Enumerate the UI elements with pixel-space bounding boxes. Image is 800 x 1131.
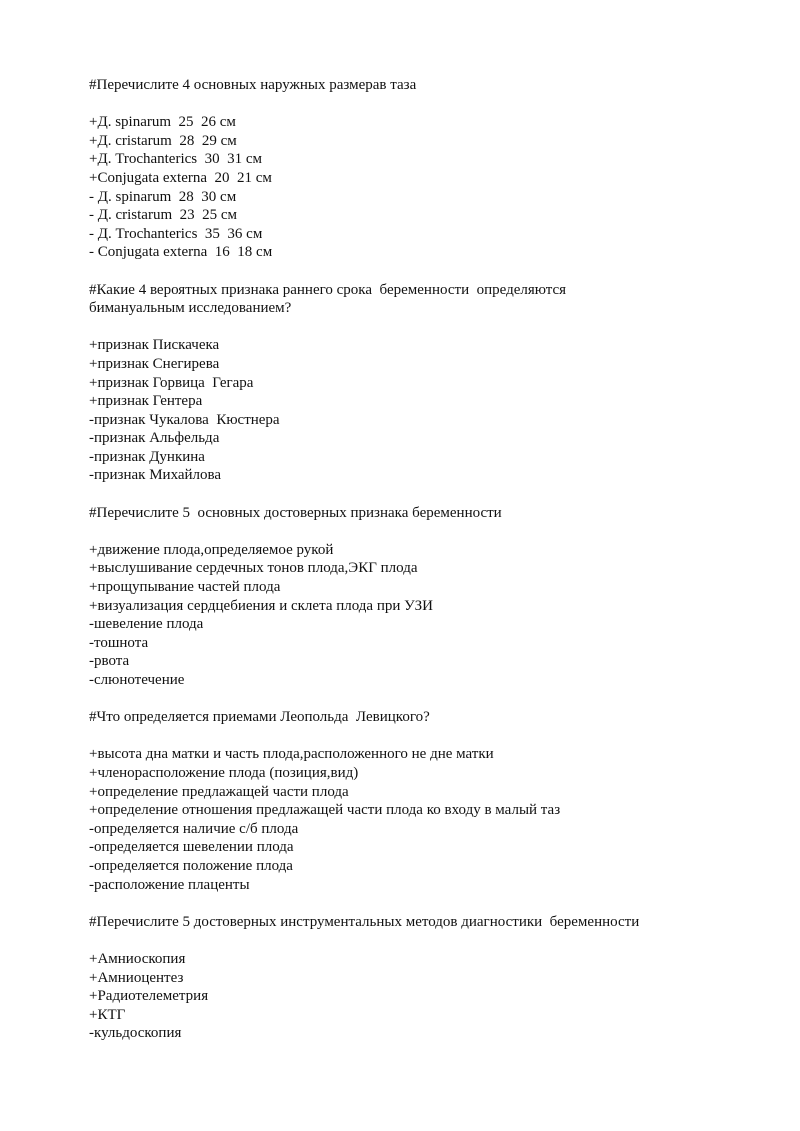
answer-option: +Амниоскопия <box>89 950 186 967</box>
answer-option: -признак Михайлова <box>89 467 222 484</box>
question-block <box>89 504 749 690</box>
answer-option: +Д. spinarum 25 26 см <box>89 114 236 131</box>
question-block <box>89 281 749 486</box>
answer-option: +Радиотелеметрия <box>89 988 209 1005</box>
answer-option: +движение плода,определяемое рукой <box>89 541 334 558</box>
question-text: #Перечислите 4 основных наружных размерав таза <box>89 77 417 93</box>
answer-option: +определение отношения предлажащей части плода ко входу в малый таз <box>89 802 561 819</box>
answer-option: -шевеление плода <box>89 616 204 633</box>
answer-option: -кульдоскопия <box>89 1025 182 1042</box>
answer-list <box>89 541 749 690</box>
question-text: #Перечислите 5 основных достоверных признака беременности <box>89 504 502 521</box>
question-block <box>89 708 749 894</box>
answer-option: -слюнотечение <box>89 672 185 688</box>
answer-option: +выслушивание сердечных тонов плода,ЭКГ плода <box>89 560 418 577</box>
question-text: #Перечислите 5 достоверных инструментальных методов диагностики беременности <box>89 913 640 930</box>
answer-option: +признак Горвица Гегара <box>89 374 254 391</box>
answer-list <box>89 113 749 262</box>
answer-option: +высота дна матки и часть плода,расположенного не дне матки <box>89 746 494 763</box>
answer-option: -определяется шевелении плода <box>89 839 294 856</box>
answer-option: -тошнота <box>89 634 149 651</box>
answer-option: -определяется наличие с/б плода <box>89 820 299 837</box>
answer-option: +определение предлажащей части плода <box>89 783 349 800</box>
answer-option: -рвота <box>89 653 130 670</box>
answer-option: -признак Чукалова Кюстнера <box>89 411 280 428</box>
answer-option: +Д. cristarum 28 29 см <box>89 132 237 149</box>
answer-option: -определяется положение плода <box>89 857 293 874</box>
answer-option: - Д. cristarum 23 25 см <box>89 207 238 224</box>
answer-option: +признак Снегирева <box>89 355 220 372</box>
answer-option: -признак Дункина <box>89 448 205 465</box>
question-block <box>89 913 749 1043</box>
answer-option: +визуализация сердцебиения и склета плода при УЗИ <box>89 597 433 614</box>
answer-option: +КТГ <box>89 1006 126 1023</box>
answer-option: -признак Альфельда <box>89 430 220 447</box>
answer-option: +членорасположение плода (позиция,вид) <box>89 764 359 781</box>
answer-option: +признак Пискачека <box>89 337 220 354</box>
answer-list <box>89 745 749 894</box>
question-block <box>89 76 749 262</box>
answer-option: - Д. Trochanterics 35 36 см <box>89 225 263 242</box>
answer-option: +Conjugata externa 20 21 см <box>89 169 272 186</box>
answer-option: -расположение плаценты <box>89 876 250 893</box>
document-content <box>89 76 749 1061</box>
question-text: #Что определяется приемами Леопольда Левицкого? <box>89 709 430 726</box>
answer-option: +Амниоцентез <box>89 969 184 986</box>
answer-option: +признак Гентера <box>89 393 203 410</box>
question-text: #Какие 4 вероятных признака раннего срока беременности определяются бимануальным исследованием? <box>89 281 567 317</box>
answer-option: +Д. Trochanterics 30 31 см <box>89 151 263 168</box>
answer-list <box>89 950 749 1043</box>
answer-list <box>89 336 749 485</box>
answer-option: +прощупывание частей плода <box>89 579 281 596</box>
answer-option: - Conjugata externa 16 18 см <box>89 244 273 261</box>
answer-option: - Д. spinarum 28 30 см <box>89 188 237 205</box>
